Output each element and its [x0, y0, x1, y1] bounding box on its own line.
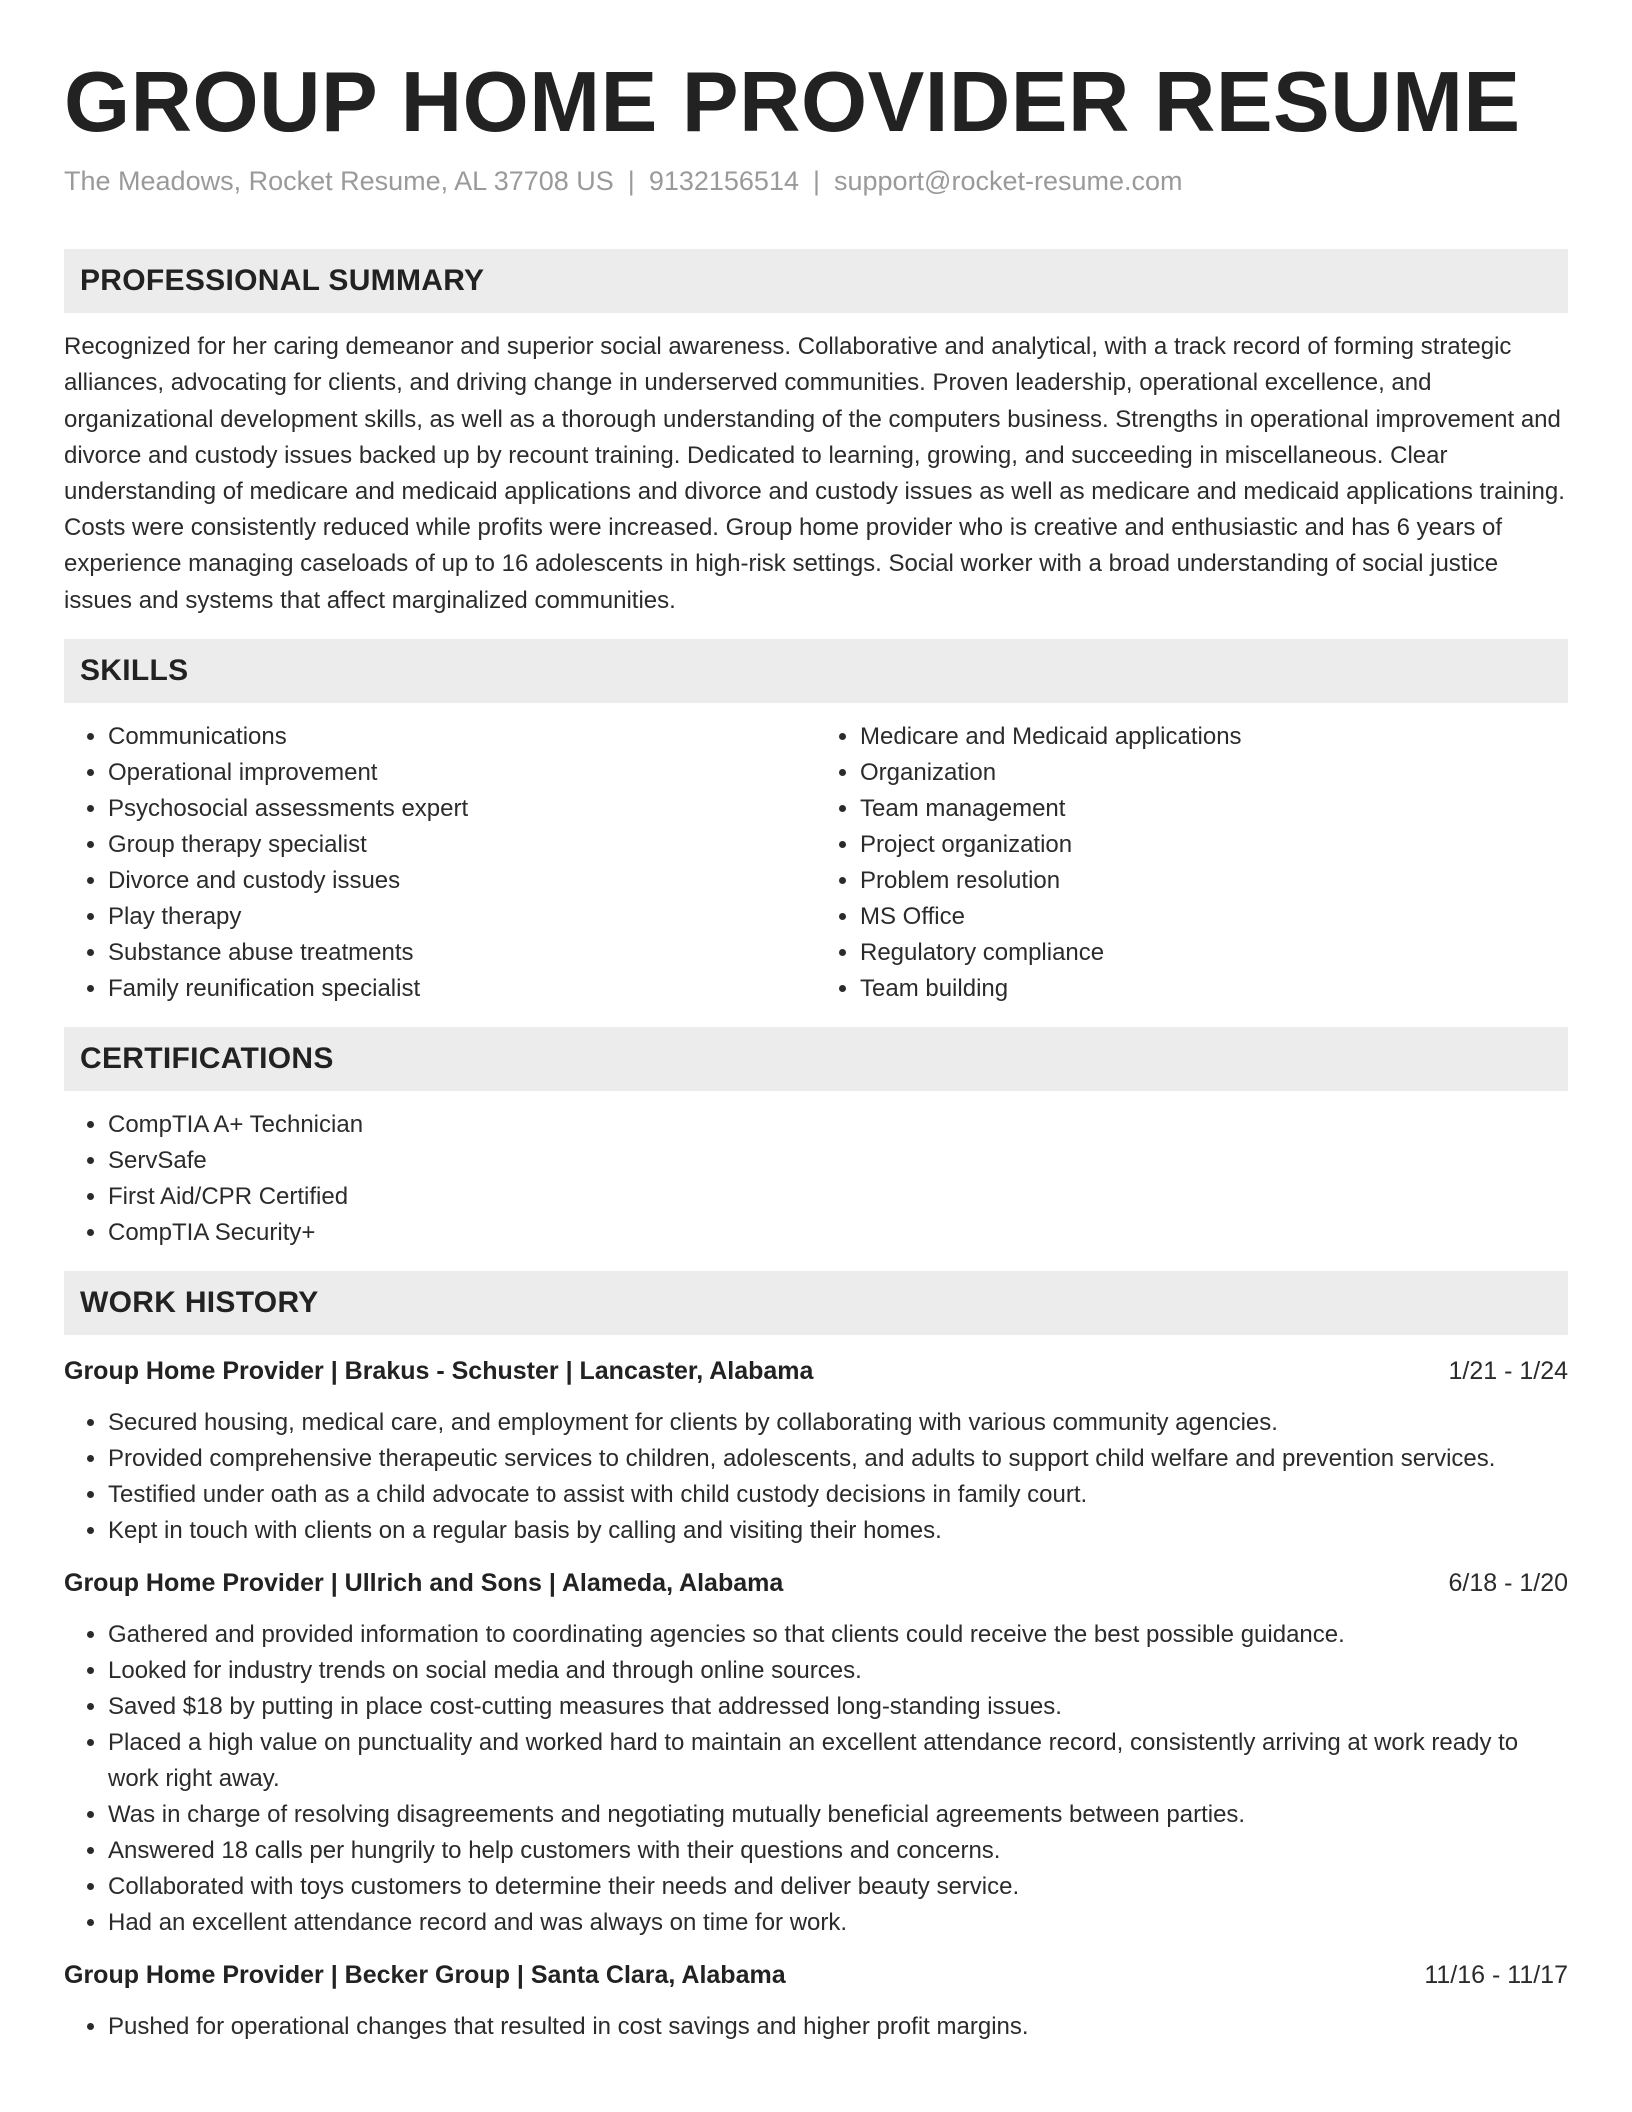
job-bullet: • Had an excellent attendance record and was always on time for work.: [108, 1905, 1568, 1941]
skill-item: • Team management: [860, 791, 1568, 827]
resume-title: GROUP HOME PROVIDER RESUME: [64, 55, 1521, 150]
skills-heading: SKILLS: [64, 639, 1568, 703]
skill-item: • Regulatory compliance: [860, 935, 1568, 971]
skill-item: • Psychosocial assessments expert: [108, 791, 816, 827]
job-bullet: • Pushed for operational changes that resulted in cost savings and higher profit margins.: [108, 2009, 1568, 2045]
job-title: Group Home Provider | Becker Group | Santa Clara, Alabama: [64, 1960, 786, 1989]
job-bullet: • Kept in touch with clients on a regular basis by calling and visiting their homes.: [108, 1513, 1568, 1549]
skill-item: • Communications: [108, 719, 816, 755]
skill-item: • Substance abuse treatments: [108, 935, 816, 971]
contact-address: The Meadows, Rocket Resume, AL 37708 US: [64, 166, 614, 196]
job-bullet: • Was in charge of resolving disagreements and negotiating mutually beneficial agreements between parties.: [108, 1797, 1568, 1833]
job-bullet: • Collaborated with toys customers to determine their needs and deliver beauty service.: [108, 1869, 1568, 1905]
contact-email: support@rocket-resume.com: [834, 166, 1183, 196]
job-dates: 6/18 - 1/20: [1448, 1568, 1568, 1597]
certification-item: • CompTIA A+ Technician: [108, 1107, 1568, 1143]
skill-item: • Medicare and Medicaid applications: [860, 719, 1568, 755]
job-bullet: • Testified under oath as a child advocate to assist with child custody decisions in family court.: [108, 1477, 1568, 1513]
job-bullet: • Gathered and provided information to coordinating agencies so that clients could receive the best possible guidance.: [108, 1617, 1568, 1653]
skill-item: • Divorce and custody issues: [108, 863, 816, 899]
skills-list-left: [64, 719, 816, 1007]
job-dates: 11/16 - 11/17: [1424, 1960, 1568, 1989]
contact-separator: |: [812, 166, 820, 196]
job-bullets: [64, 1617, 1568, 1941]
certification-item: • First Aid/CPR Certified: [108, 1179, 1568, 1215]
certification-item: • ServSafe: [108, 1143, 1568, 1179]
certifications-heading: CERTIFICATIONS: [64, 1027, 1568, 1091]
skill-item: • Project organization: [860, 827, 1568, 863]
job-bullet: • Looked for industry trends on social media and through online sources.: [108, 1653, 1568, 1689]
skill-item: • Operational improvement: [108, 755, 816, 791]
job-dates: 1/21 - 1/24: [1448, 1356, 1568, 1385]
summary-heading: PROFESSIONAL SUMMARY: [64, 249, 1568, 313]
skill-item: • Group therapy specialist: [108, 827, 816, 863]
contact-phone: 9132156514: [648, 166, 799, 196]
job-bullet: • Answered 18 calls per hungrily to help customers with their questions and concerns.: [108, 1833, 1568, 1869]
skill-item: • Organization: [860, 755, 1568, 791]
job-bullets: [64, 1405, 1568, 1549]
contact-line: [64, 164, 1568, 199]
skill-item: • Problem resolution: [860, 863, 1568, 899]
skill-item: • Family reunification specialist: [108, 971, 816, 1007]
certification-item: • CompTIA Security+: [108, 1215, 1568, 1251]
skills-list-right: [816, 719, 1568, 1007]
certifications-list: [64, 1107, 1568, 1251]
job-bullet: • Provided comprehensive therapeutic services to children, adolescents, and adults to support child welfare and prevention services.: [108, 1441, 1568, 1477]
skills-grid: [64, 719, 1568, 1007]
job-entry: [64, 1957, 1568, 2045]
job-title: Group Home Provider | Ullrich and Sons | Alameda, Alabama: [64, 1568, 784, 1597]
job-bullet: • Saved $18 by putting in place cost-cutting measures that addressed long-standing issues.: [108, 1689, 1568, 1725]
job-header: [64, 1353, 1568, 1389]
job-bullet: • Placed a high value on punctuality and worked hard to maintain an excellent attendance record, consistently arriving at work ready to work right away.: [108, 1725, 1568, 1797]
job-bullet: • Secured housing, medical care, and employment for clients by collaborating with various community agencies.: [108, 1405, 1568, 1441]
skill-item: • Team building: [860, 971, 1568, 1007]
contact-separator: |: [627, 166, 635, 196]
skill-item: • Play therapy: [108, 899, 816, 935]
job-header: [64, 1565, 1568, 1601]
work-history-heading: WORK HISTORY: [64, 1271, 1568, 1335]
job-bullets: [64, 2009, 1568, 2045]
job-entry: [64, 1565, 1568, 1941]
summary-text: Recognized for her caring demeanor and superior social awareness. Collaborative and analytical, with a track record of forming strategic alliances, advocating for clients, and driving change in underserved communities. Proven leadership, operational excellence, and organizational development skills, as well as a thorough understanding of the computers business. Strengths in operational improvement and divorce and custody issues backed up by recount training. Dedicated to learning, growing, and succeeding in miscellaneous. Clear understanding of medicare and medicaid applications and divorce and custody issues as well as medicare and medicaid applications training. Costs were consistently reduced while profits were increased. Group home provider who is creative and enthusiastic and has 6 years of experience managing caseloads of up to 16 adolescents in high-risk settings. Social worker with a broad understanding of social justice issues and systems that affect marginalized communities.: [64, 333, 1565, 614]
job-entry: [64, 1353, 1568, 1549]
skill-item: • MS Office: [860, 899, 1568, 935]
job-header: [64, 1957, 1568, 1993]
job-title: Group Home Provider | Brakus - Schuster | Lancaster, Alabama: [64, 1356, 814, 1385]
